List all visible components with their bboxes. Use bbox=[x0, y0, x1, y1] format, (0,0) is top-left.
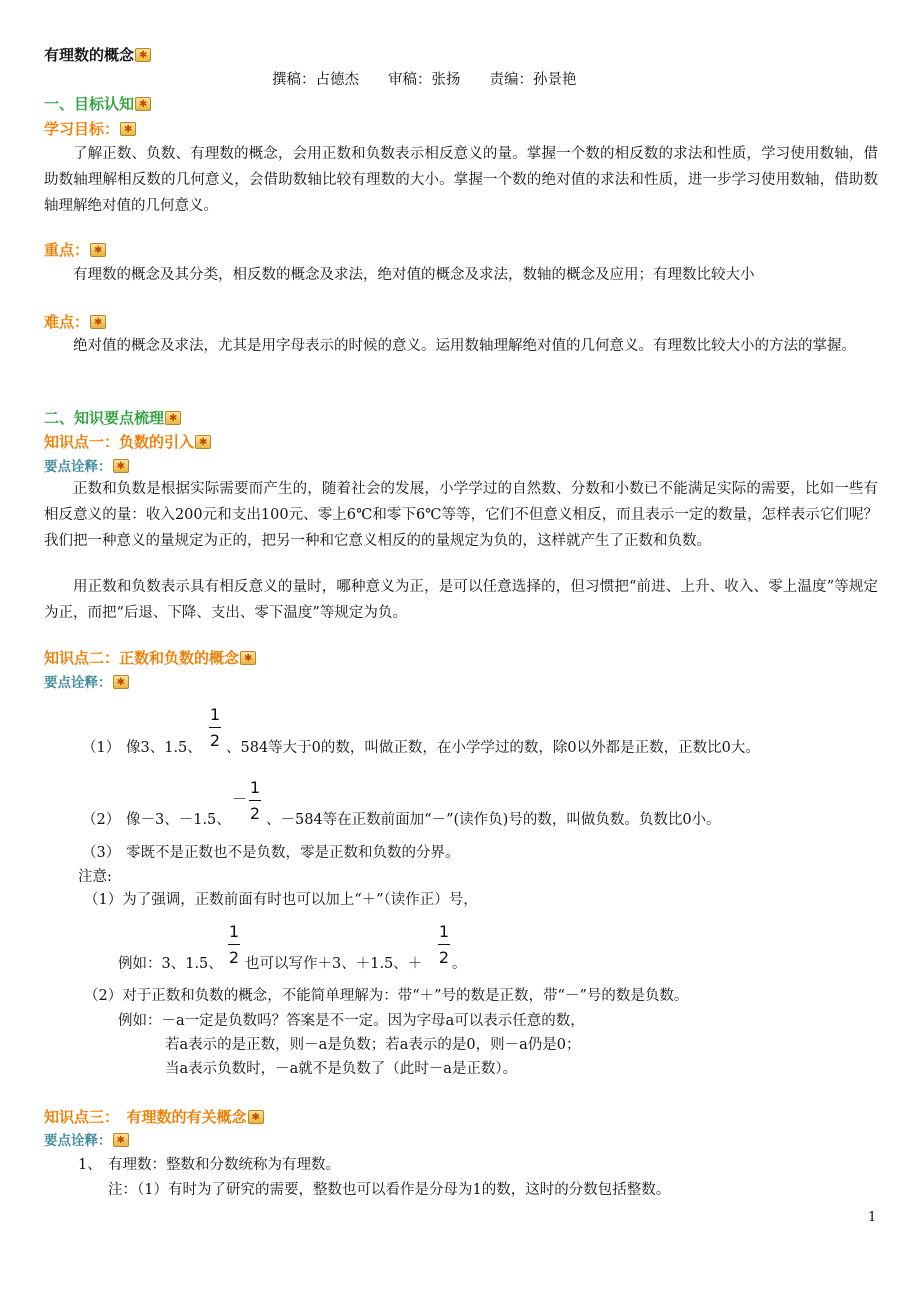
fraction-denominator: 2 bbox=[438, 948, 450, 967]
goals-paragraph: 了解正数、负数、有理数的概念，会用正数和负数表示相反意义的量。掌握一个数的相反数的求法和性质，学习使用数轴，借助数轴理解相反数的几何意义，会借助数轴比较有理数的大小。掌握一个数的绝对值的求法和性质，进一步学习使用数轴，借助数轴理解绝对值的几何意义。 bbox=[44, 146, 878, 214]
section-heading-knowledge: 二、知识要点梳理✱ bbox=[44, 408, 181, 428]
difficulties-label: 难点：✱ bbox=[44, 312, 106, 332]
k3-item-text: 有理数：整数和分数统称为有理数。 bbox=[108, 1157, 340, 1173]
credits-line: 撰稿：占德杰 审稿：张扬 责编：孙景艳 bbox=[272, 72, 577, 88]
folder-icon[interactable] bbox=[120, 122, 136, 136]
page-number: 1 bbox=[868, 1210, 877, 1225]
folder-icon[interactable] bbox=[248, 1110, 264, 1124]
item-2-prefix: 像－3、－1.5、 bbox=[126, 812, 231, 828]
item-number: （1） bbox=[82, 740, 121, 756]
item-3-text: 零既不是正数也不是负数，零是正数和负数的分界。 bbox=[126, 845, 460, 861]
folder-icon[interactable] bbox=[90, 243, 106, 257]
note-1-example-prefix: 例如：3、1.5、 bbox=[118, 956, 223, 972]
knowledge-point-1-heading: 知识点一：负数的引入✱ bbox=[44, 432, 211, 452]
k1-paragraph-2: 用正数和负数表示具有相反意义的量时，哪种意义为正，是可以任意选择的，但习惯把“前进、上升、收入、零上温度”等规定为正，而把“后退、下降、支出、零下温度”等规定为负。 bbox=[44, 579, 878, 621]
item-number: （3） bbox=[82, 845, 121, 861]
note-2: （2）对于正数和负数的概念，不能简单理解为：带“＋”号的数是正数，带“－”号的数是负数。 bbox=[84, 988, 689, 1004]
item-2-text: 、－584等在正数前面加“－”(读作负)号的数，叫做负数。负数比0小。 bbox=[266, 812, 721, 828]
k1-paragraph-1: 正数和负数是根据实际需要而产生的，随着社会的发展，小学学过的自然数、分数和小数已不能满足实际的需要，比如一些有相反意义的量：收入200元和支出100元、零上6℃和零下6℃等等，它们不但意义相反，而且表示一定的数量，怎样表示它们呢？我们把一种意义的量规定为正的，把另一种和它意义相反的的量规定为负的，这样就产生了正数和负数。 bbox=[44, 481, 878, 549]
fraction-denominator: 2 bbox=[228, 948, 240, 967]
fraction-bar bbox=[249, 800, 261, 801]
folder-icon[interactable] bbox=[135, 48, 151, 62]
section-heading-goals: 一、目标认知✱ bbox=[44, 94, 151, 114]
fraction-bar bbox=[228, 944, 240, 945]
folder-icon[interactable] bbox=[165, 411, 181, 425]
knowledge-point-2-heading: 知识点二：正数和负数的概念✱ bbox=[44, 648, 256, 668]
fraction-minus-sign: － bbox=[232, 790, 248, 808]
folder-icon[interactable] bbox=[195, 435, 211, 449]
note-1-example-middle: 也可以写作＋3、＋1.5、＋ bbox=[245, 956, 423, 972]
explanation-label: 要点诠释：✱ bbox=[44, 1131, 129, 1151]
fraction-numerator: 1 bbox=[249, 778, 261, 797]
item-1-prefix: 像3、1.5、 bbox=[126, 740, 202, 756]
note-1-example-end: 。 bbox=[452, 956, 467, 972]
goals-label: 学习目标：✱ bbox=[44, 119, 136, 139]
explanation-label: 要点诠释：✱ bbox=[44, 673, 129, 693]
note-2-line-1: 例如：－a一定是负数吗？答案是不一定。因为字母a可以表示任意的数， bbox=[118, 1013, 585, 1029]
folder-icon[interactable] bbox=[90, 315, 106, 329]
difficulties-paragraph: 绝对值的概念及求法，尤其是用字母表示的时候的意义。运用数轴理解绝对值的几何意义。有理数比较大小的方法的掌握。 bbox=[73, 338, 856, 354]
doc-title: 有理数的概念✱ bbox=[44, 45, 151, 65]
fraction-numerator: 1 bbox=[228, 922, 240, 941]
key-points-paragraph: 有理数的概念及其分类，相反数的概念及求法，绝对值的概念及求法，数轴的概念及应用；有理数比较大小 bbox=[73, 267, 755, 283]
note-2-line-3: 当a表示负数时，－a就不是负数了（此时－a是正数）。 bbox=[165, 1061, 518, 1077]
folder-icon[interactable] bbox=[113, 459, 129, 473]
explanation-label: 要点诠释：✱ bbox=[44, 457, 129, 477]
fraction-denominator: 2 bbox=[249, 804, 261, 823]
folder-icon[interactable] bbox=[240, 651, 256, 665]
key-points-label: 重点：✱ bbox=[44, 240, 106, 260]
folder-icon[interactable] bbox=[113, 1133, 129, 1147]
fraction-numerator: 1 bbox=[438, 922, 450, 941]
folder-icon[interactable] bbox=[113, 675, 129, 689]
item-number: （2） bbox=[82, 812, 121, 828]
knowledge-point-3-heading: 知识点三： 有理数的有关概念✱ bbox=[44, 1107, 264, 1127]
fraction-numerator: 1 bbox=[209, 705, 221, 724]
folder-icon[interactable] bbox=[135, 97, 151, 111]
note-label: 注意: bbox=[78, 869, 112, 885]
k3-item-number: 1、 bbox=[78, 1157, 102, 1173]
fraction-denominator: 2 bbox=[209, 731, 221, 750]
item-1-text: 、584等大于0的数，叫做正数，在小学学过的数，除0以外都是正数，正数比0大。 bbox=[226, 740, 760, 756]
note-2-line-2: 若a表示的是正数，则－a是负数；若a表示的是0，则－a仍是0； bbox=[165, 1037, 581, 1053]
note-1: （1）为了强调，正数前面有时也可以加上“＋”（读作正）号， bbox=[84, 892, 478, 908]
fraction-bar bbox=[438, 944, 450, 945]
k3-note: 注：（1）有时为了研究的需要，整数也可以看作是分母为1的数，这时的分数包括整数。 bbox=[108, 1182, 671, 1198]
fraction-bar bbox=[209, 727, 221, 728]
